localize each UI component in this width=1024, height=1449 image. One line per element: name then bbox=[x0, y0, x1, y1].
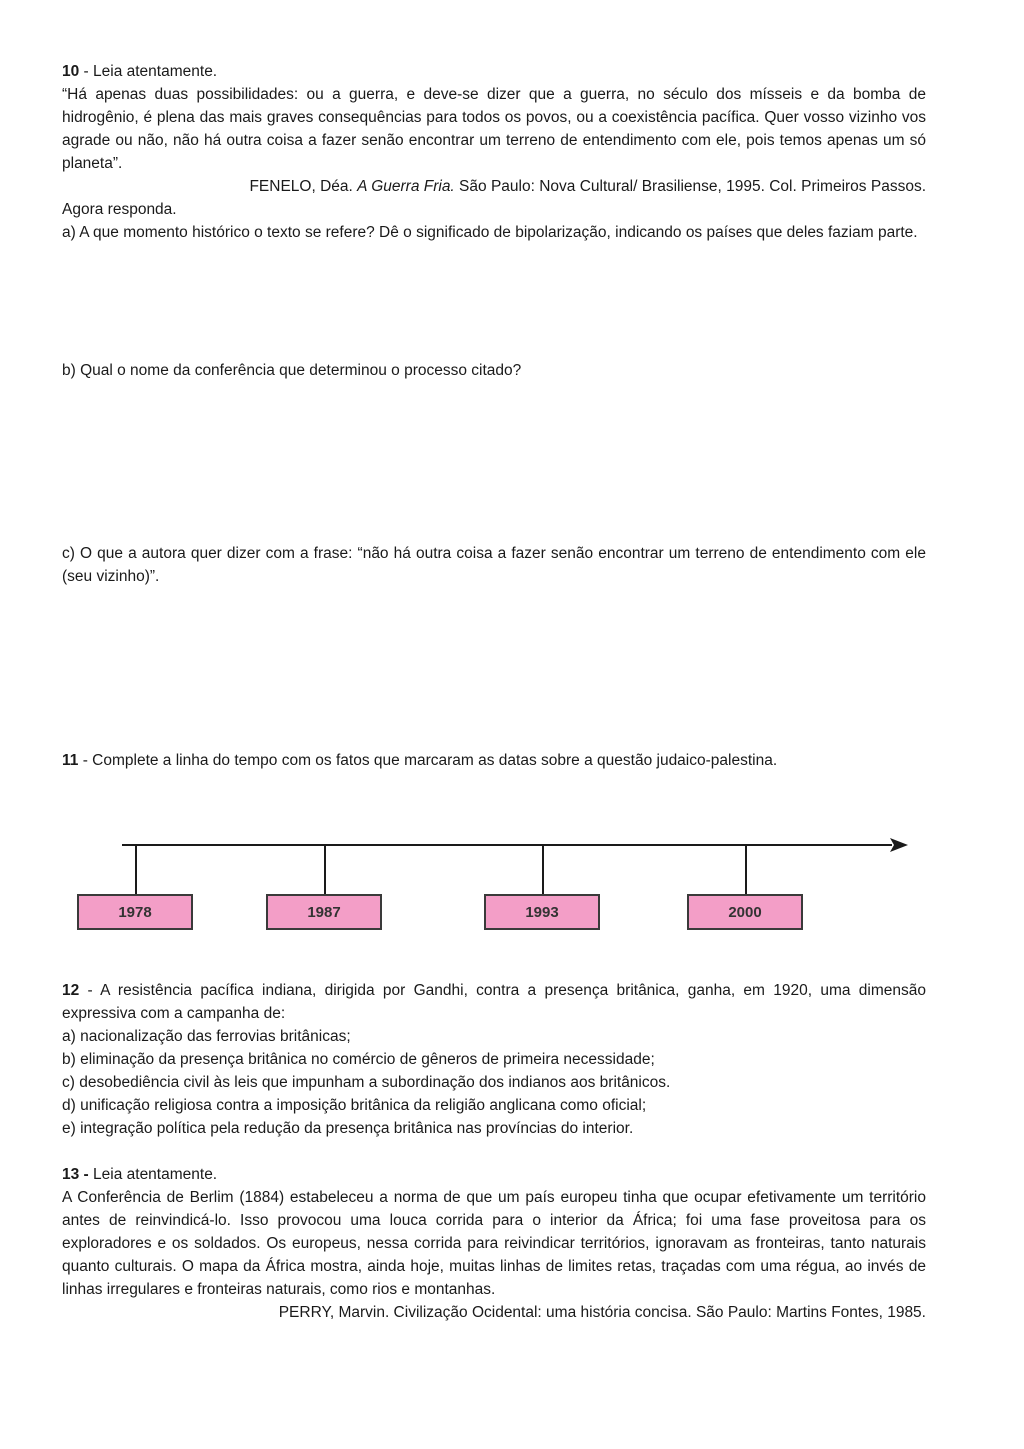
answer-space-a bbox=[62, 244, 926, 359]
q10-header bbox=[62, 60, 926, 83]
q12-option-d: d) unificação religiosa contra a imposição britânica da religião anglicana como oficial; bbox=[62, 1097, 647, 1114]
q12-option-a: a) nacionalização das ferrovias britânicas; bbox=[62, 1028, 351, 1045]
spacer bbox=[62, 952, 926, 979]
document-page bbox=[62, 60, 926, 1324]
q13-header bbox=[62, 1163, 926, 1186]
q12-option-b: b) eliminação da presença britânica no comércio de gêneros de primeira necessidade; bbox=[62, 1051, 655, 1068]
q12-option-c: c) desobediência civil às leis que impunham a subordinação dos indianos aos britânicos. bbox=[62, 1074, 671, 1091]
q13-number: 13 - bbox=[62, 1166, 89, 1183]
q10-intro: - Leia atentamente. bbox=[79, 63, 218, 80]
timeline-year-1978: 1978 bbox=[77, 894, 193, 930]
timeline-year-2000: 2000 bbox=[687, 894, 803, 930]
q12-text: - A resistência pacífica indiana, dirigida por Gandhi, contra a presença britânica, ganha, em 1920, uma dimensão expressiva com a campanha de: bbox=[62, 982, 926, 1022]
q10-cite-pre: FENELO, Déa. bbox=[249, 178, 358, 195]
q10-item-c: c) O que a autora quer dizer com a frase: “não há outra coisa a fazer senão encontrar um terreno de entendimento com ele (seu vizinho)”. bbox=[62, 545, 926, 585]
q10-prompt: Agora responda. bbox=[62, 201, 177, 218]
timeline-arrowhead bbox=[890, 838, 908, 852]
answer-space-b bbox=[62, 382, 926, 542]
q13-intro: Leia atentamente. bbox=[88, 1166, 218, 1183]
q12-number: 12 bbox=[62, 982, 80, 999]
spacer bbox=[62, 1140, 926, 1163]
timeline bbox=[62, 772, 926, 952]
q10-quote: “Há apenas duas possibilidades: ou a guerra, e deve-se dizer que a guerra, no século dos mísseis e da bomba de hidrogênio, é plena das mais graves consequências para todos os povos, ou a coexistência pacífica. Quer vosso vizinho vos agrade ou não, não há outra coisa a fazer senão encontrar um terreno de entendimento com ele, pois temos apenas um só planeta”. bbox=[62, 86, 926, 172]
q10-number: 10 bbox=[62, 63, 80, 80]
q10-item-a: a) A que momento histórico o texto se refere? Dê o significado de bipolarização, indicando os países que deles faziam parte. bbox=[62, 224, 918, 241]
q13-text: A Conferência de Berlim (1884) estabeleceu a norma de que um país europeu tinha que ocupar efetivamente um território antes de reinvindicá-lo. Isso provocou uma louca corrida para o interior da África; foi uma fase proveitosa para os exploradores e os soldados. Os europeus, nessa corrida para reivindicar territórios, ignoravam as fronteiras, tanto naturais quanto culturais. O mapa da África mostra, ainda hoje, muitas linhas de limites retas, traçadas com uma régua, ao invés de linhas irregulares e fronteiras naturais, como rios e montanhas. bbox=[62, 1189, 926, 1298]
q11-number: 11 bbox=[62, 752, 79, 769]
q10-cite-title: A Guerra Fria. bbox=[357, 178, 455, 195]
q11-text: - Complete a linha do tempo com os fatos que marcaram as datas sobre a questão judaico-palestina. bbox=[78, 752, 778, 769]
q11-header bbox=[62, 749, 926, 772]
timeline-year-1987: 1987 bbox=[266, 894, 382, 930]
timeline-year-1993: 1993 bbox=[484, 894, 600, 930]
q10-cite-post: São Paulo: Nova Cultural/ Brasiliense, 1995. Col. Primeiros Passos. bbox=[454, 178, 926, 195]
answer-space-c bbox=[62, 588, 926, 749]
q10-citation bbox=[62, 175, 926, 198]
q13-citation: PERRY, Marvin. Civilização Ocidental: uma história concisa. São Paulo: Martins Fontes, 1985. bbox=[278, 1304, 926, 1321]
q10-item-b: b) Qual o nome da conferência que determinou o processo citado? bbox=[62, 362, 522, 379]
q12-option-e: e) integração política pela redução da presença britânica nas províncias do interior. bbox=[62, 1120, 634, 1137]
q12-stem bbox=[62, 979, 926, 1025]
